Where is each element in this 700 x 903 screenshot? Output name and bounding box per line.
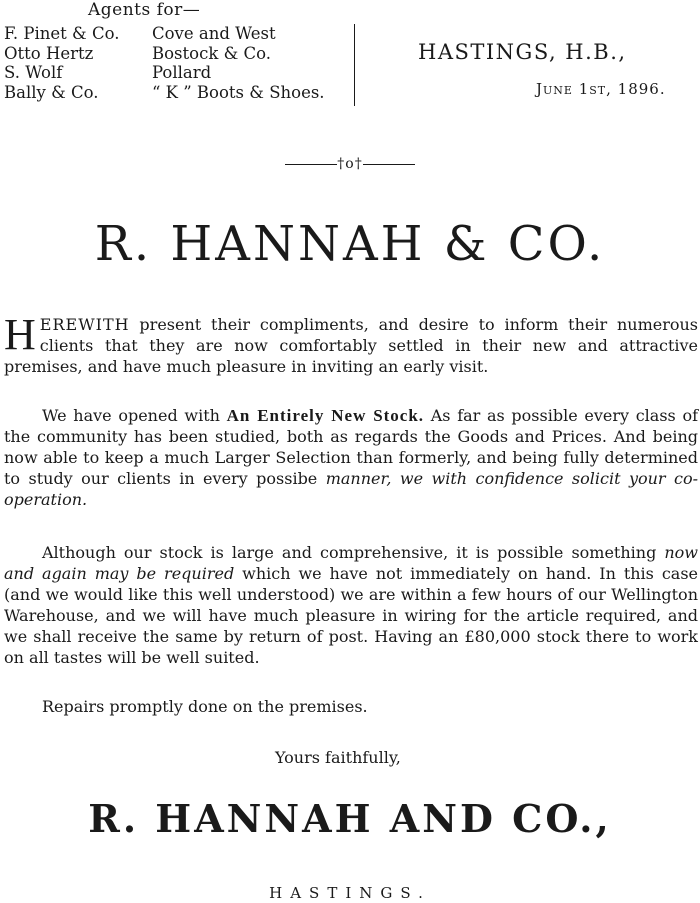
paragraph-text: present their compliments, and desire to inform their numerous clients that they are now comfortably settled in their new and attractive premises, and have much pleasure in inviting an early visit. <box>4 315 698 376</box>
repairs-note: Repairs promptly done on the premises. <box>42 697 368 716</box>
paragraph-text: We have opened with <box>42 406 227 425</box>
paragraph-text: As far as possible every class of the community has been studied, both as regards the Goods and Prices. And being now able to keep a much Larger Selection than formerly, and being fully determined to study our clients in every possibe <box>4 406 698 488</box>
paragraph-text: which we have not immediately on hand. In this case (and we would like this well understood) we are within a few hours of our Wellington Warehouse, and we will have much pleasure in wiring for the article required, and we shall receive the same by return of post. Having an £80,000 stock there to work on all tastes will be well suited. <box>4 564 698 667</box>
signature-firm: R. HANNAH AND CO., <box>88 796 612 841</box>
warehouse-paragraph <box>4 542 698 668</box>
ornament-glyph: †o† <box>337 156 363 172</box>
agents-heading: Agents for— <box>88 0 201 20</box>
ornament-divider <box>0 156 700 172</box>
drop-cap: H <box>4 310 36 359</box>
agent-name: F. Pinet & Co. <box>4 24 120 43</box>
new-stock-highlight: An Entirely New Stock. <box>226 406 425 425</box>
agent-name: Bostock & Co. <box>152 43 272 63</box>
paragraph-italic: now and again may be required <box>4 543 698 583</box>
ornament-rule-left <box>285 164 337 165</box>
agent-name: S. Wolf <box>4 63 63 82</box>
closing-salutation: Yours faithfully, <box>275 748 401 767</box>
ornament-rule-right <box>363 164 415 165</box>
intro-paragraph <box>4 310 698 377</box>
footer-town: HASTINGS. <box>269 884 431 902</box>
paragraph-italic: manner, we with confidence solicit your co-operation. <box>4 469 699 509</box>
agent-name: Bally & Co. <box>4 82 99 102</box>
agent-name: Otto Hertz <box>4 43 94 63</box>
agents-list-left <box>4 24 119 102</box>
lead-word: EREWITH <box>39 315 130 334</box>
agent-name: “ K ” Boots & Shoes. <box>152 82 325 102</box>
letterhead-town: HASTINGS, H.B., <box>418 40 627 64</box>
agents-list-right <box>152 24 325 102</box>
paragraph-text: Although our stock is large and comprehensive, it is possible something <box>42 543 665 562</box>
letter-date: June 1st, 1896. <box>536 80 666 98</box>
stock-paragraph <box>4 405 698 510</box>
agent-name: Pollard <box>152 63 212 82</box>
header-divider <box>354 24 355 106</box>
agent-name: Cove and West <box>152 24 276 43</box>
firm-title: R. HANNAH & CO. <box>94 216 606 272</box>
